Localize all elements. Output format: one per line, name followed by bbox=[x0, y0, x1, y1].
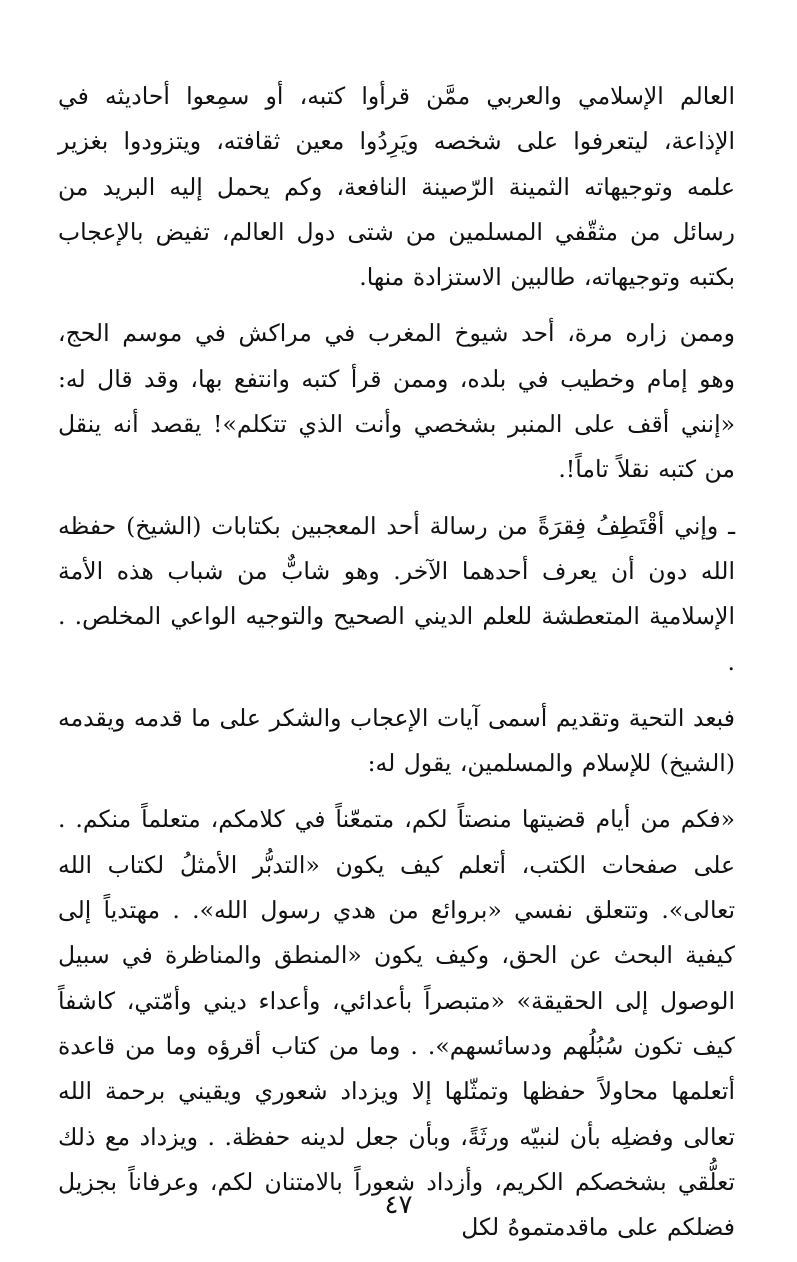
page-number: ٤٧ bbox=[384, 1190, 413, 1220]
paragraph-3: ـ وإني أقْتَطِفُ فِقرَةً من رسالة أحد المعجبين بكتابات (الشيخ) حفظه الله دون أن يعرف أحدهما الآخر. وهو شابٌّ من شباب هذه الأمة الإسلامية المتعطشة للعلم الديني الصحيح والتوجيه الواعي المخلص. . . bbox=[58, 511, 735, 676]
body-text bbox=[58, 74, 735, 1250]
paragraph-5: «فكم من أيام قضيتها منصتاً لكم، متمعّناً في كلامكم، متعلماً منكم. . على صفحات الكتب، أتعلم كيف يكون «التدبُّر الأمثلُ لكتاب الله تعالى». وتتعلق نفسي «بروائع من هدي رسول الله». . مهتدياً إلى كيفية البحث عن الحق، وكيف يكون «المنطق والمناظرة في سبيل الوصول إلى الحقيقة» «متبصراً بأعدائي، وأعداء ديني وأمّتي، كاشفاً كيف تكون سُبُلُهم ودسائسهم». . وما من كتاب أقرؤه وما من قاعدة أتعلمها محاولاً حفظها وتمثّلها إلا ويزداد شعوري ويقيني برحمة الله تعالى وفضلِه بأن لنبيّه ورثَةً، وبأن جعل لدينه حفظة. . ويزداد مع ذلك تعلُّقي بشخصكم الكريم، وأزداد شعوراً بالامتنان لكم، وعرفاناً بجزيل فضلكم على ماقدمتموهُ لكل bbox=[58, 805, 735, 1242]
paragraph-1: العالم الإسلامي والعربي ممَّن قرأوا كتبه، أو سمِعوا أحاديثه في الإذاعة، ليتعرفوا على شخصه ويَرِدُوا معين ثقافته، ويتزودوا بغزير علمه وتوجيهاته الثمينة الرّصينة النافعة، وكم يحمل إليه البريد من رسائل من مثقّفي المسلمين من شتى دول العالم، تفيض بالإعجاب بكتبه وتوجيهاته، طالبين الاستزادة منها. bbox=[58, 82, 735, 292]
paragraph-2: وممن زاره مرة، أحد شيوخ المغرب في مراكش في موسم الحج، وهو إمام وخطيب في بلده، وممن قرأ كتبه وانتفع بها، وقد قال له: «إنني أقف على المنبر بشخصي وأنت الذي تتكلم»! يقصد أنه ينقل من كتبه نقلاً تاماً!. bbox=[58, 319, 735, 484]
paragraph-4: فبعد التحية وتقديم أسمى آيات الإعجاب والشكر على ما قدمه ويقدمه (الشيخ) للإسلام والمسلمين، يقول له: bbox=[58, 703, 735, 778]
